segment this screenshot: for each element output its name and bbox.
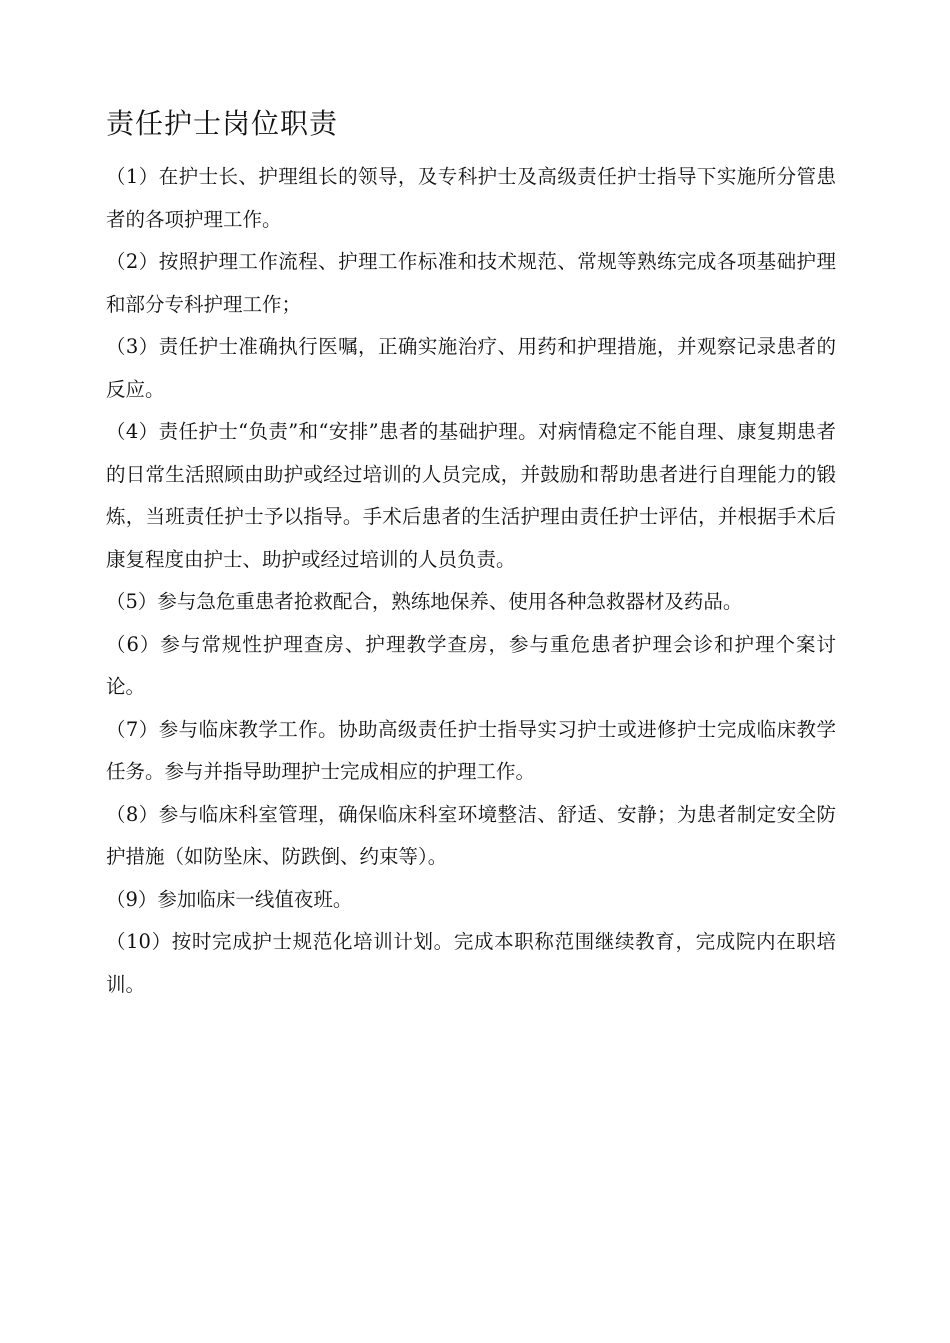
duty-item-1: （1）在护士长、护理组长的领导，及专科护士及高级责任护士指导下实施所分管患者的各项护理工作。: [106, 165, 836, 231]
duty-item-10: （10）按时完成护士规范化培训计划。完成本职称范围继续教育，完成院内在职培训。: [106, 930, 836, 996]
duty-item-9: （9）参加临床一线值夜班。: [106, 887, 353, 911]
duty-item-6: （6）参与常规性护理查房、护理教学查房，参与重危患者护理会诊和护理个案讨论。: [106, 632, 836, 698]
duty-item-8: （8）参与临床科室管理，确保临床科室环境整洁、舒适、安静；为患者制定安全防护措施（如防坠床、防跌倒、约束等）。: [106, 802, 836, 868]
duty-item-4: （4）责任护士“负责”和“安排”患者的基础护理。对病情稳定不能自理、康复期患者的日常生活照顾由助护或经过培训的人员完成，并鼓励和帮助患者进行自理能力的锻炼，当班责任护士予以指导。手术后患者的生活护理由责任护士评估，并根据手术后康复程度由护士、助护或经过培训的人员负责。: [106, 420, 836, 571]
duty-list: [106, 156, 836, 1006]
duty-item-5: （5）参与急危重患者抢救配合，熟练地保养、使用各种急救器材及药品。: [106, 590, 743, 613]
document-page: [106, 104, 836, 1006]
document-title: 责任护士岗位职责: [106, 107, 339, 140]
duty-item-3: （3）责任护士准确执行医嘱，正确实施治疗、用药和护理措施，并观察记录患者的反应。: [106, 335, 836, 401]
duty-item-7: （7）参与临床教学工作。协助高级责任护士指导实习护士或进修护士完成临床教学任务。参与并指导助理护士完成相应的护理工作。: [106, 717, 836, 783]
duty-item-2: （2）按照护理工作流程、护理工作标准和技术规范、常规等熟练完成各项基础护理和部分专科护理工作；: [106, 250, 836, 316]
